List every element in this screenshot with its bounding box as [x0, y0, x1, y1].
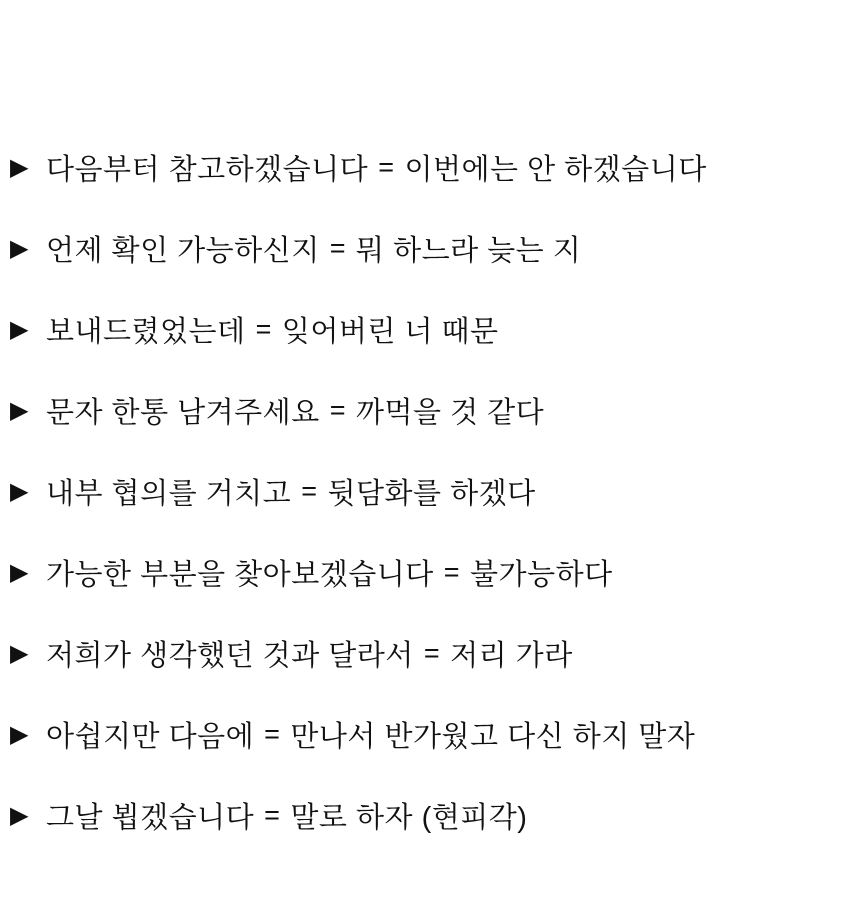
meaning-text: 잊어버린 너 때문 [281, 316, 499, 348]
list-item [8, 613, 840, 694]
phrase-text: 내부 협의를 거치고 [45, 478, 292, 510]
equals-separator: = [378, 152, 395, 182]
phrase-text: 가능한 부분을 찾아보겠습니다 [45, 559, 434, 591]
equals-separator: = [329, 395, 346, 425]
triangle-bullet-icon: ▶ [10, 234, 29, 262]
phrase-text: 다음부터 참고하겠습니다 [45, 154, 369, 186]
list-item [8, 775, 840, 856]
phrase-text: 저희가 생각했던 것과 달라서 [45, 640, 414, 672]
meaning-text: 뭐 하느라 늦는 지 [356, 235, 582, 267]
phrase-text: 보내드렸었는데 [45, 316, 246, 348]
phrase-text: 언제 확인 가능하신지 [45, 235, 320, 267]
equals-separator: = [423, 638, 441, 668]
list-item [8, 532, 840, 613]
list-item [8, 451, 840, 532]
equals-separator: = [443, 557, 461, 587]
triangle-bullet-icon: ▶ [10, 396, 29, 424]
list-item [8, 370, 840, 451]
equals-separator: = [301, 476, 318, 506]
meaning-text: 까먹을 것 같다 [356, 397, 545, 429]
triangle-bullet-icon: ▶ [10, 639, 29, 667]
triangle-bullet-icon: ▶ [10, 720, 29, 748]
meaning-text: 만나서 반가웠고 다신 하지 말자 [290, 721, 696, 753]
equals-separator: = [329, 233, 346, 263]
list-item [8, 208, 840, 289]
phrase-text: 문자 한통 남겨주세요 [45, 397, 320, 429]
meaning-text: 불가능하다 [470, 559, 613, 591]
meaning-text: 뒷담화를 하겠다 [327, 478, 536, 510]
triangle-bullet-icon: ▶ [10, 315, 29, 343]
equals-separator: = [264, 719, 281, 749]
list-item [8, 127, 840, 208]
triangle-bullet-icon: ▶ [10, 477, 29, 505]
meaning-text: 저리 가라 [450, 640, 573, 672]
triangle-bullet-icon: ▶ [10, 153, 29, 181]
meaning-text: 말로 하자 (현피각) [290, 802, 528, 834]
meaning-text: 이번에는 안 하겠습니다 [404, 154, 707, 186]
list-item [8, 694, 840, 775]
triangle-bullet-icon: ▶ [10, 801, 29, 829]
triangle-bullet-icon: ▶ [10, 558, 29, 586]
phrase-text: 아쉽지만 다음에 [45, 721, 255, 753]
equals-separator: = [255, 314, 272, 344]
phrase-text: 그날 뵙겠습니다 [45, 802, 255, 834]
list-item [8, 289, 840, 370]
equals-separator: = [264, 800, 281, 830]
